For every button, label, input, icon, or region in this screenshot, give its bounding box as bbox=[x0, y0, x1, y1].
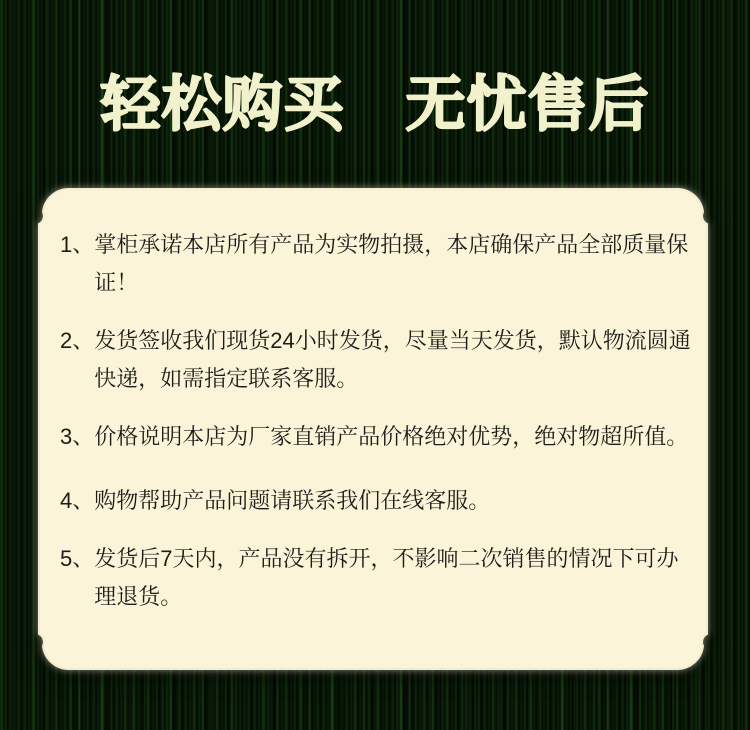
list-item bbox=[60, 322, 694, 398]
item-text: 发货后7天内，产品没有拆开，不影响二次销售的情况下可办理退货。 bbox=[94, 546, 679, 609]
list-item bbox=[60, 540, 694, 616]
item-text: 发货签收我们现货24小时发货，尽量当天发货，默认物流圆通快递，如需指定联系客服。 bbox=[94, 328, 691, 391]
page-title: 轻松购买 无忧售后 bbox=[100, 71, 650, 138]
list-item bbox=[60, 418, 694, 456]
item-number: 5、 bbox=[60, 546, 95, 571]
notice-panel bbox=[38, 188, 708, 670]
item-text: 掌柜承诺本店所有产品为实物拍摄，本店确保产品全部质量保证！ bbox=[94, 232, 689, 295]
notice-list bbox=[60, 226, 694, 670]
list-item bbox=[60, 482, 694, 520]
item-number: 3、 bbox=[60, 424, 95, 449]
item-text: 购物帮助产品问题请联系我们在线客服。 bbox=[94, 488, 491, 513]
item-number: 2、 bbox=[60, 328, 95, 353]
item-text: 价格说明本店为厂家直销产品价格绝对优势，绝对物超所值。 bbox=[94, 424, 689, 449]
item-number: 1、 bbox=[60, 232, 95, 257]
item-number: 4、 bbox=[60, 488, 95, 513]
list-item bbox=[60, 226, 694, 302]
